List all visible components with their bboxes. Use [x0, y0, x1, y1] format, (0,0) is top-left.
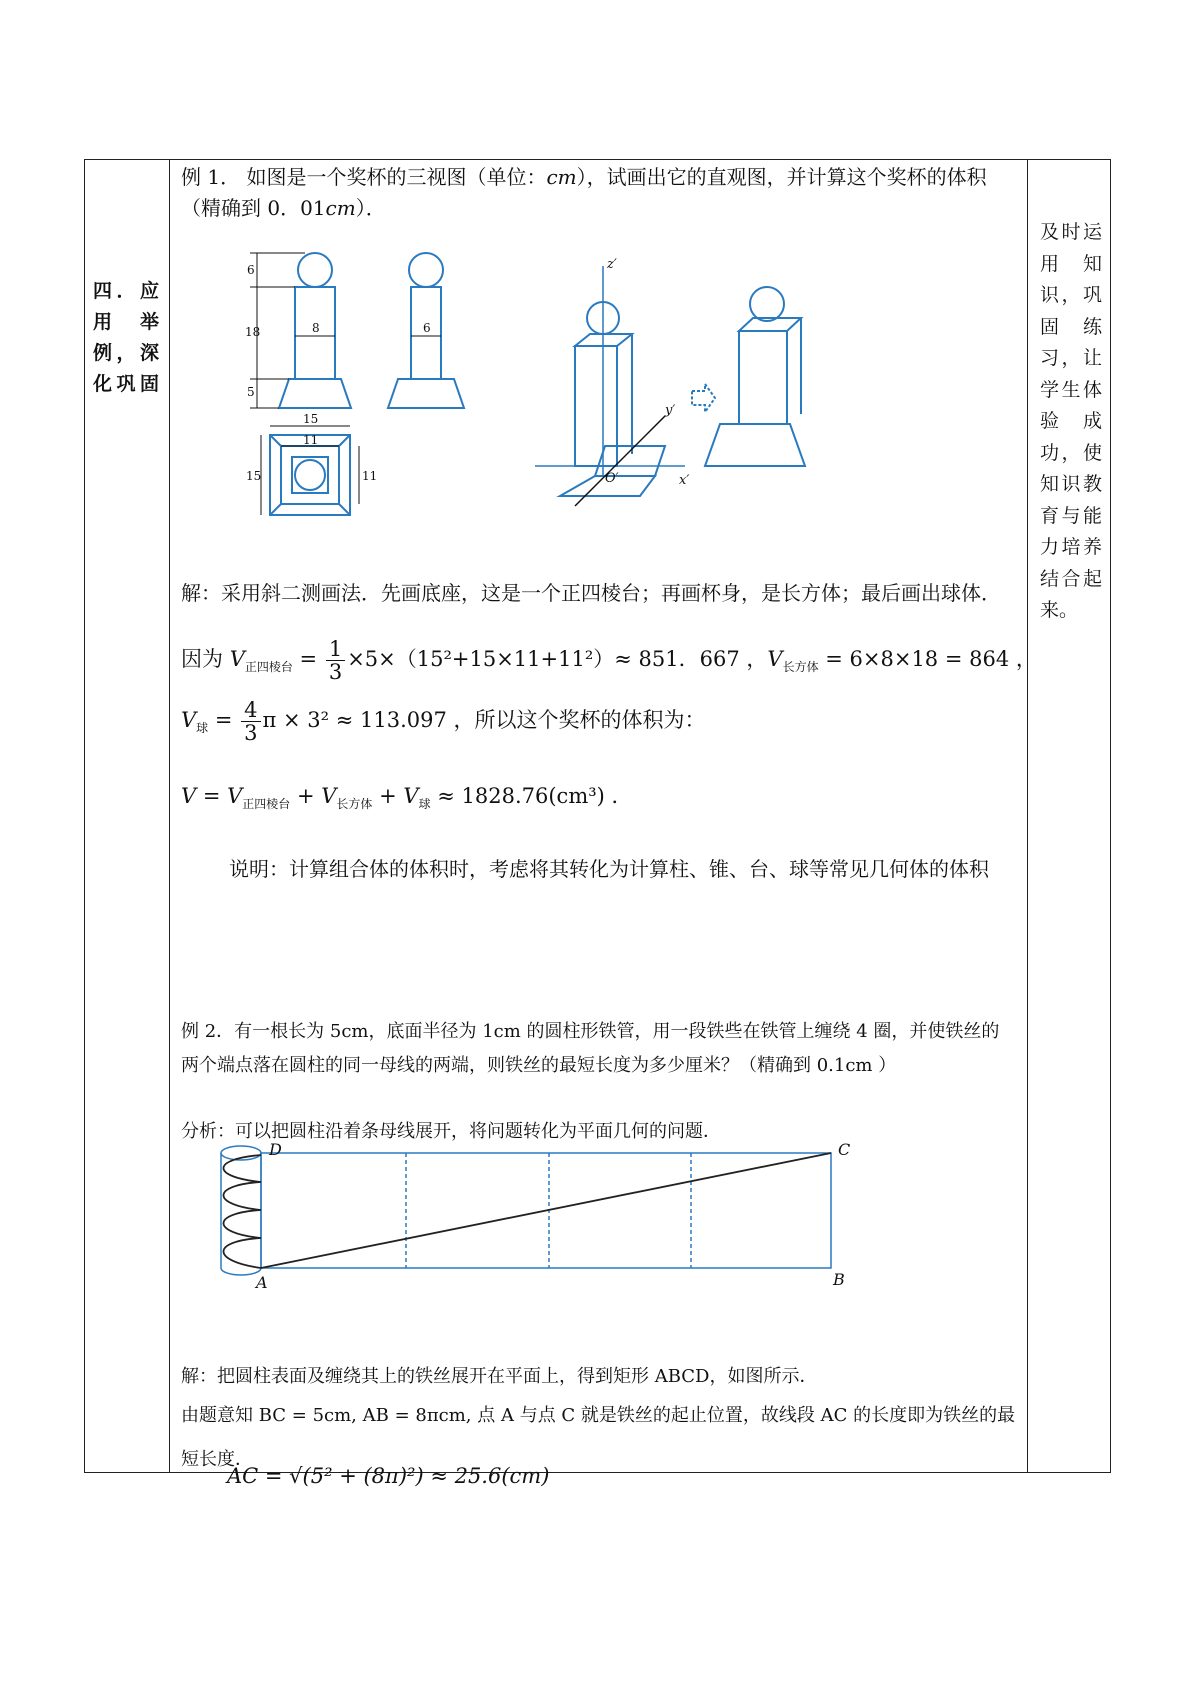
- formula-subscript: 正四棱台: [242, 797, 291, 812]
- formula-text: π × 3² ≈ 113.097 ，所以这个奖杯的体积为：: [262, 708, 706, 732]
- column-divider: [169, 160, 170, 1472]
- fraction-denominator: 3: [244, 721, 258, 745]
- example1-problem-part-a: 例 1． 如图是一个奖杯的三视图（单位：: [181, 165, 547, 189]
- axis-label-x: x′: [679, 473, 690, 488]
- example2-analysis: 分析：可以把圆柱沿着条母线展开，将问题转化为平面几何的问题．: [181, 1121, 721, 1142]
- fraction-numerator: 1: [326, 638, 345, 661]
- formula-text: =: [292, 647, 324, 671]
- lesson-table: [84, 159, 1111, 1488]
- section-label-cell: [85, 160, 169, 1472]
- dim-label: 8: [312, 321, 320, 335]
- formula-text: 因为: [181, 647, 230, 671]
- content-cell: [181, 160, 1037, 1488]
- unit-cm: cm: [325, 196, 356, 220]
- formula-subscript: 长方体: [336, 797, 373, 812]
- point-label-d: D: [269, 1140, 282, 1159]
- formula-text: V = V: [181, 784, 243, 808]
- formula-volume-sphere: [181, 699, 706, 744]
- dim-label: 11: [362, 469, 378, 483]
- axis-label-y: y′: [665, 403, 676, 418]
- example1-problem-part-c: ）．: [355, 196, 386, 220]
- example2-solution-1: 解：把圆柱表面及缠绕其上的铁丝展开在平面上，得到矩形 ABCD，如图所示．: [181, 1366, 818, 1387]
- formula-total-volume: [181, 780, 633, 812]
- point-label-b: B: [833, 1270, 845, 1289]
- point-label-a: A: [256, 1273, 268, 1292]
- example1-solution: 解：采用斜二测画法．先画底座，这是一个正四棱台；再画杯身，是长方体；最后画出球体．: [181, 581, 1001, 605]
- formula-text: + V: [290, 784, 337, 808]
- formula-equals: =: [208, 708, 240, 732]
- example1-note: 说明：计算组合体的体积时，考虑将其转化为计算柱、锥、台、球等常见几何体的体积: [229, 857, 989, 881]
- formula-text: ≈ 1828.76(cm³) ．: [430, 784, 633, 808]
- dim-label: 6: [247, 263, 255, 277]
- side-note: 及时运用知识，巩固练习，让学生体验成功，使知识教育与能力培养结合起来。: [1040, 221, 1102, 621]
- dim-label: 15: [246, 469, 262, 483]
- formula-subscript: 球: [418, 797, 431, 812]
- dim-label: 11: [303, 433, 319, 447]
- side-note-cell: [1027, 160, 1112, 1472]
- dim-label: 15: [303, 412, 319, 426]
- formula-ac-length: [227, 1464, 549, 1488]
- dim-label: 6: [423, 321, 431, 335]
- formula-text: = 6×8×18 = 864 ，: [818, 647, 1037, 671]
- formula-text: + V: [372, 784, 419, 808]
- formula-subscript: 正四棱台: [244, 660, 293, 675]
- formula-symbol: V: [767, 647, 783, 671]
- point-label-c: C: [838, 1140, 851, 1159]
- axis-label-z: z′: [607, 257, 617, 272]
- fraction: [326, 638, 345, 683]
- trophy-three-views-figure: [245, 236, 805, 536]
- example2-problem: 例 2．有一根长为 5cm，底面半径为 1cm 的圆柱形铁管，用一段铁些在铁管上缠绕 4 圈，并使铁丝的两个端点落在圆柱的同一母线的两端，则铁丝的最短长度为多少厘米？（精确到 0.1cm ）: [181, 1021, 1000, 1076]
- unrolled-cylinder-figure: [211, 1140, 861, 1293]
- origin-label: O′: [605, 471, 619, 486]
- dim-label: 5: [247, 385, 255, 399]
- dim-label: 18: [245, 325, 261, 339]
- formula-symbol: V: [229, 647, 245, 671]
- fraction-numerator: 4: [241, 699, 260, 722]
- fraction: [241, 699, 260, 744]
- fraction-denominator: 3: [328, 660, 343, 684]
- formula-text: AC = √(5² + (8π)²) ≈ 25.6(cm): [227, 1464, 550, 1488]
- formula-symbol: V: [181, 708, 197, 732]
- example1-problem: [181, 162, 1017, 224]
- formula-subscript: 球: [196, 721, 209, 736]
- example1-problem-part-b: ），试画出它的直观图，并计算这个奖杯的体积（精确到 0．01: [181, 165, 987, 220]
- unit-cm: cm: [546, 165, 577, 189]
- example2-solution-2: 由题意知 BC = 5cm, AB = 8πcm, 点 A 与点 C 就是铁丝的起止位置，故线段 AC 的长度即为铁丝的最短长度．: [181, 1405, 1016, 1470]
- formula-text: ×5×（15²+15×11+11²）≈ 851．667 ，: [347, 647, 768, 671]
- formula-subscript: 长方体: [782, 660, 819, 675]
- formula-volume-frustum-box: [181, 638, 1037, 683]
- section-label: 四．应用举例，深化巩固: [93, 280, 159, 395]
